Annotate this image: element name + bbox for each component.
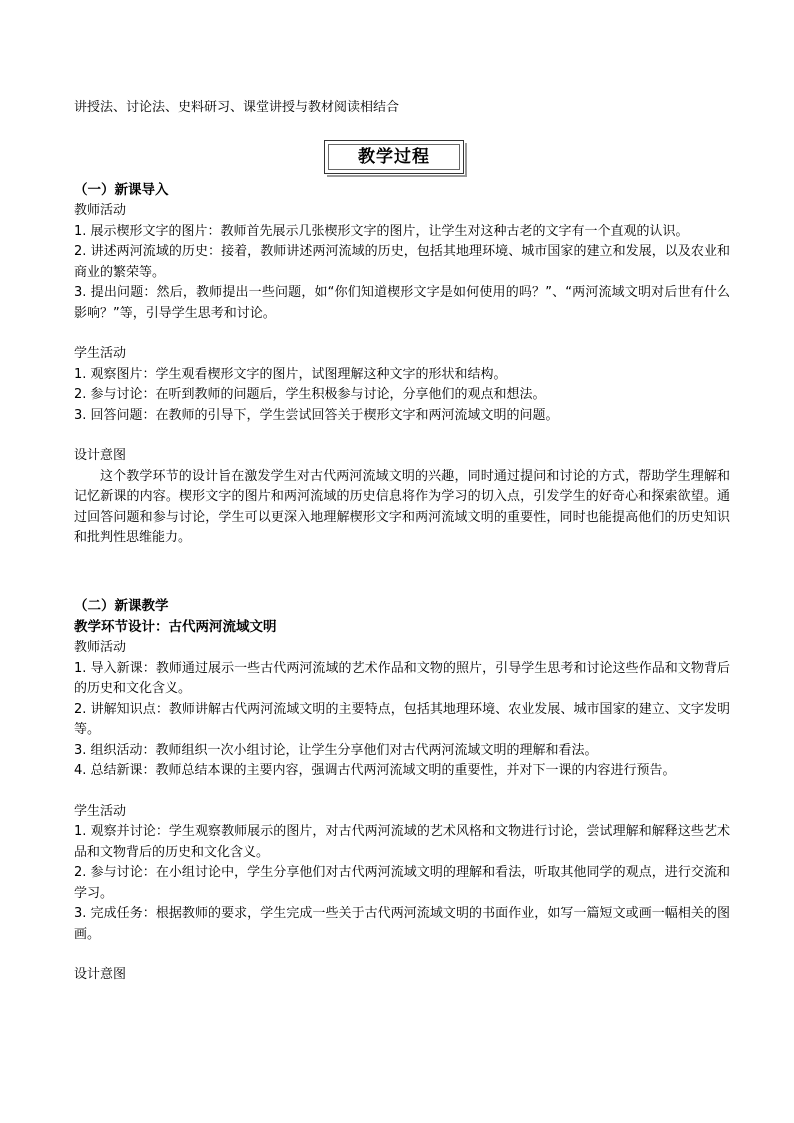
section2-teacher-item: 3. 组织活动：教师组织一次小组讨论，让学生分享他们对古代两河流域文明的理解和看法。	[74, 742, 598, 758]
section2-teacher-item: 4. 总结新课：教师总结本课的主要内容，强调古代两河流域文明的重要性，并对下一课的内容进行预告。	[74, 763, 676, 778]
section1-teacher-item: 3. 提出问题：然后，教师提出一些问题，如“你们知道楔形文字是如何使用的吗？”、“两河流域文明对后世有什么影响？”等，引导学生思考和讨论。	[74, 285, 730, 321]
section1-teacher-label: 教师活动	[74, 203, 127, 218]
section2-teacher-label: 教师活动	[74, 640, 127, 655]
teaching-methods: 讲授法、讨论法、史料研习、课堂讲授与教材阅读相结合	[74, 100, 400, 115]
section2-student-label: 学生活动	[74, 803, 127, 819]
section1-student-item: 3. 回答问题：在教师的引导下，学生尝试回答关于楔形文字和两河流域文明的问题。	[74, 407, 559, 423]
section1-student-item: 1. 观察图片：学生观看楔形文字的图片，试图理解这种文字的形状和结构。	[74, 366, 507, 382]
spacer	[74, 945, 730, 965]
section1-heading: （一）新课导入	[74, 182, 169, 198]
section-new-lesson-teaching	[74, 596, 730, 986]
section1-teacher-item: 2. 讲述两河流域的历史：接着，教师讲述两河流域的历史，包括其地理环境、城市国家的建立和发展，以及农业和商业的繁荣等。	[74, 244, 730, 280]
section2-design-label: 设计意图	[74, 967, 127, 982]
spacer	[74, 782, 730, 802]
spacer	[74, 426, 730, 446]
section2-student-item: 1. 观察并讨论：学生观察教师展示的图片，对古代两河流域的艺术风格和文物进行讨论，尝试理解和解释这些艺术品和文物背后的历史和文化含义。	[74, 824, 730, 860]
section2-heading: （二）新课教学	[74, 598, 169, 614]
section1-student-label: 学生活动	[74, 346, 127, 361]
spacer	[74, 324, 730, 344]
process-title: 教学过程	[358, 147, 430, 167]
section2-teacher-item: 1. 导入新课：教师通过展示一些古代两河流域的艺术作品和文物的照片，引导学生思考和讨论这些作品和文物背后的历史和文化含义。	[74, 660, 730, 696]
section1-design-label: 设计意图	[74, 448, 127, 463]
section1-teacher-item: 1. 展示楔形文字的图片：教师首先展示几张楔形文字的图片，让学生对这种古老的文字有一个直观的认识。	[74, 223, 689, 239]
section2-subheading: 教学环节设计：古代两河流域文明	[74, 619, 277, 635]
process-title-box	[324, 140, 466, 176]
section1-student-item: 2. 参与讨论：在听到教师的问题后，学生积极参与讨论，分享他们的观点和想法。	[74, 387, 546, 402]
section2-teacher-item: 2. 讲解知识点：教师讲解古代两河流域文明的主要特点，包括其地理环境、农业发展、城市国家的建立、文字发明等。	[74, 701, 730, 737]
section1-design-text: 这个教学环节的设计旨在激发学生对古代两河流域文明的兴趣，同时通过提问和讨论的方式，帮助学生理解和记忆新课的内容。楔形文字的图片和两河流域的历史信息将作为学习的切入点，引发学生的好奇心和探索欲望。通过回答问题和参与讨论，学生可以更深入地理解楔形文字和两河流域文明的重要性，同时也能提高他们的历史知识和批判性思维能力。	[74, 468, 730, 545]
section-new-lesson-intro	[74, 180, 730, 549]
section2-student-item: 3. 完成任务：根据教师的要求，学生完成一些关于古代两河流域文明的书面作业，如写一篇短文或画一幅相关的图画。	[74, 906, 730, 942]
section2-student-item: 2. 参与讨论：在小组讨论中，学生分享他们对古代两河流域文明的理解和看法，听取其他同学的观点，进行交流和学习。	[74, 865, 730, 901]
